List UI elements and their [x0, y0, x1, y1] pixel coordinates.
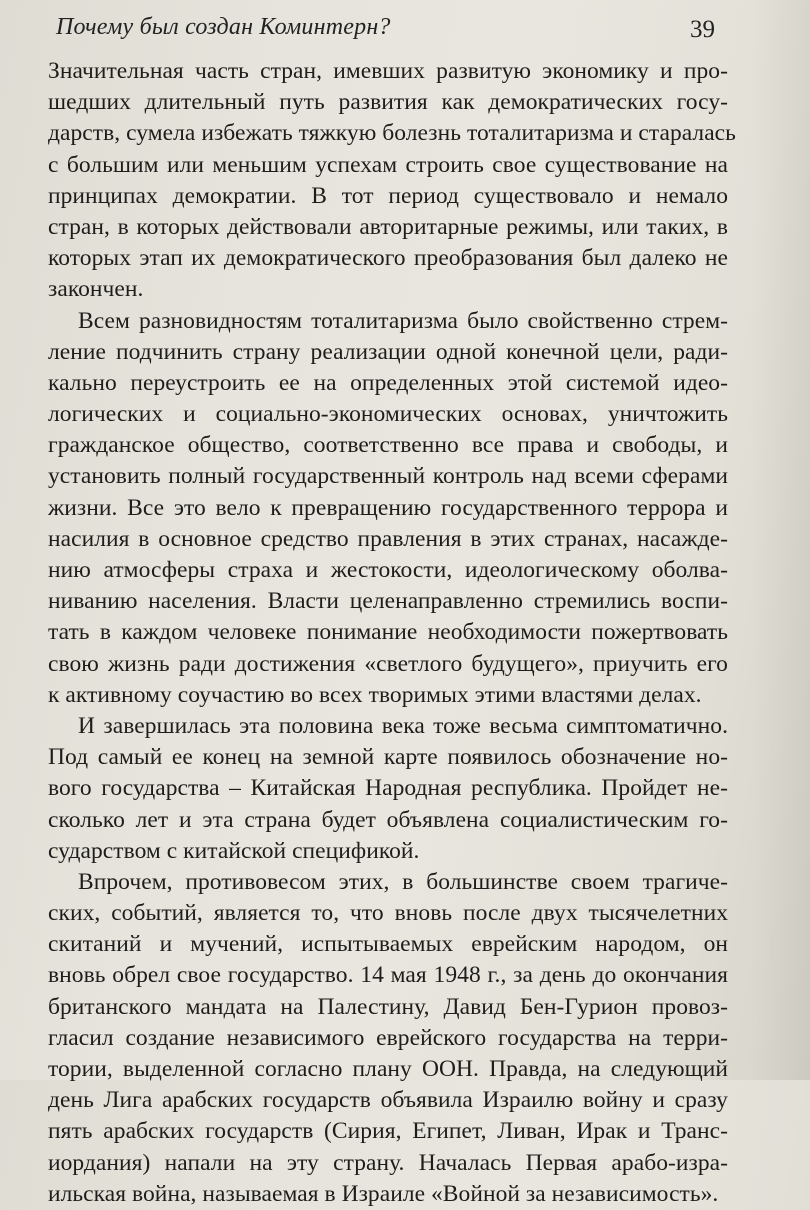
text-line: ильская война, называемая в Израиле «Войной за независимость». — [48, 1180, 719, 1207]
text-line: гражданское общество, соответственно все права и свободы, и — [48, 432, 728, 459]
body-text — [48, 56, 736, 1210]
paragraph-2 — [48, 306, 728, 711]
text-line: насилия в основное средство правления в этих странах, насажде- — [48, 525, 728, 552]
text-line: к активному соучастию во всех творимых этими властями делах. — [48, 681, 702, 708]
text-line: британского мандата на Палестину, Давид Бен-Гурион провоз- — [48, 993, 728, 1020]
text-line: сколько лет и эта страна будет объявлена социалистическим го- — [48, 806, 728, 833]
text-line: кально переустроить ее на определенных этой системой идео- — [48, 369, 728, 396]
text-line: установить полный государственный контроль над всеми сферами — [48, 463, 728, 490]
text-line: свою жизнь ради достижения «светлого будущего», приучить его — [48, 650, 728, 677]
text-line: вого государства – Китайская Народная республика. Пройдет не- — [48, 775, 728, 802]
paragraph-1 — [48, 56, 736, 306]
text-line: которых этап их демократического преобразования был далеко не — [48, 245, 728, 272]
text-line: с большим или меньшим успехам строить свое существование на — [48, 151, 728, 178]
text-line: нию атмосферы страха и жестокости, идеологическому оболва- — [48, 557, 728, 583]
text-line: вновь обрел свое государство. 14 мая 1948 г., за день до окончания — [48, 962, 728, 989]
text-line: принципах демократии. В тот период существовало и немало — [48, 182, 728, 209]
text-line: Под самый ее конец на земной карте появилось обозначение но- — [48, 744, 728, 771]
text-line: день Лига арабских государств объявила Израилю войну и сразу — [48, 1087, 728, 1114]
text-line: И завершилась эта половина века тоже весьма симптоматично. — [78, 712, 728, 739]
text-line: ниванию населения. Власти целенаправленно стремились воспи- — [48, 588, 728, 615]
page-edge-shadow — [750, 0, 810, 1080]
text-line: шедших длительный путь развития как демократических госу- — [48, 89, 728, 116]
text-line: пять арабских государств (Сирия, Египет, Ливан, Ирак и Транс- — [48, 1118, 728, 1145]
text-line: тории, выделенной согласно плану ООН. Правда, на следующий — [48, 1056, 728, 1082]
text-line: Всем разновидностям тоталитаризма было свойственно стрем- — [78, 307, 728, 334]
text-line: стран, в которых действовали авторитарные режимы, или таких, в — [48, 213, 728, 240]
text-line: ление подчинить страну реализации одной конечной цели, ради- — [48, 338, 728, 365]
text-line: дарств, сумела избежать тяжкую болезнь тоталитаризма и старалась — [48, 120, 736, 147]
text-line: тать в каждом человеке понимание необходимости пожертвовать — [48, 619, 728, 646]
text-line: логических и социально-экономических основах, уничтожить — [48, 401, 728, 428]
text-line: иордания) напали на эту страну. Началась Первая арабо-изра- — [48, 1149, 728, 1176]
text-line: Значительная часть стран, имевших развитую экономику и про- — [48, 58, 728, 84]
text-line: закончен. — [48, 276, 144, 303]
text-line: ских, событий, является то, что вновь после двух тысячелетних — [48, 900, 728, 927]
text-line: сударством с китайской спецификой. — [48, 837, 420, 864]
page-number: 39 — [690, 16, 715, 43]
text-line: гласил создание независимого еврейского государства на терри- — [48, 1024, 728, 1051]
paragraph-3 — [48, 711, 728, 867]
text-line: жизни. Все это вело к превращению государственного террора и — [48, 494, 728, 521]
text-line: Впрочем, противовесом этих, в большинстве своем трагиче- — [78, 868, 728, 895]
text-line: скитаний и мучений, испытываемых еврейским народом, он — [48, 931, 728, 958]
paragraph-4 — [48, 867, 728, 1210]
running-head-title: Почему был создан Коминтерн? — [56, 14, 391, 40]
